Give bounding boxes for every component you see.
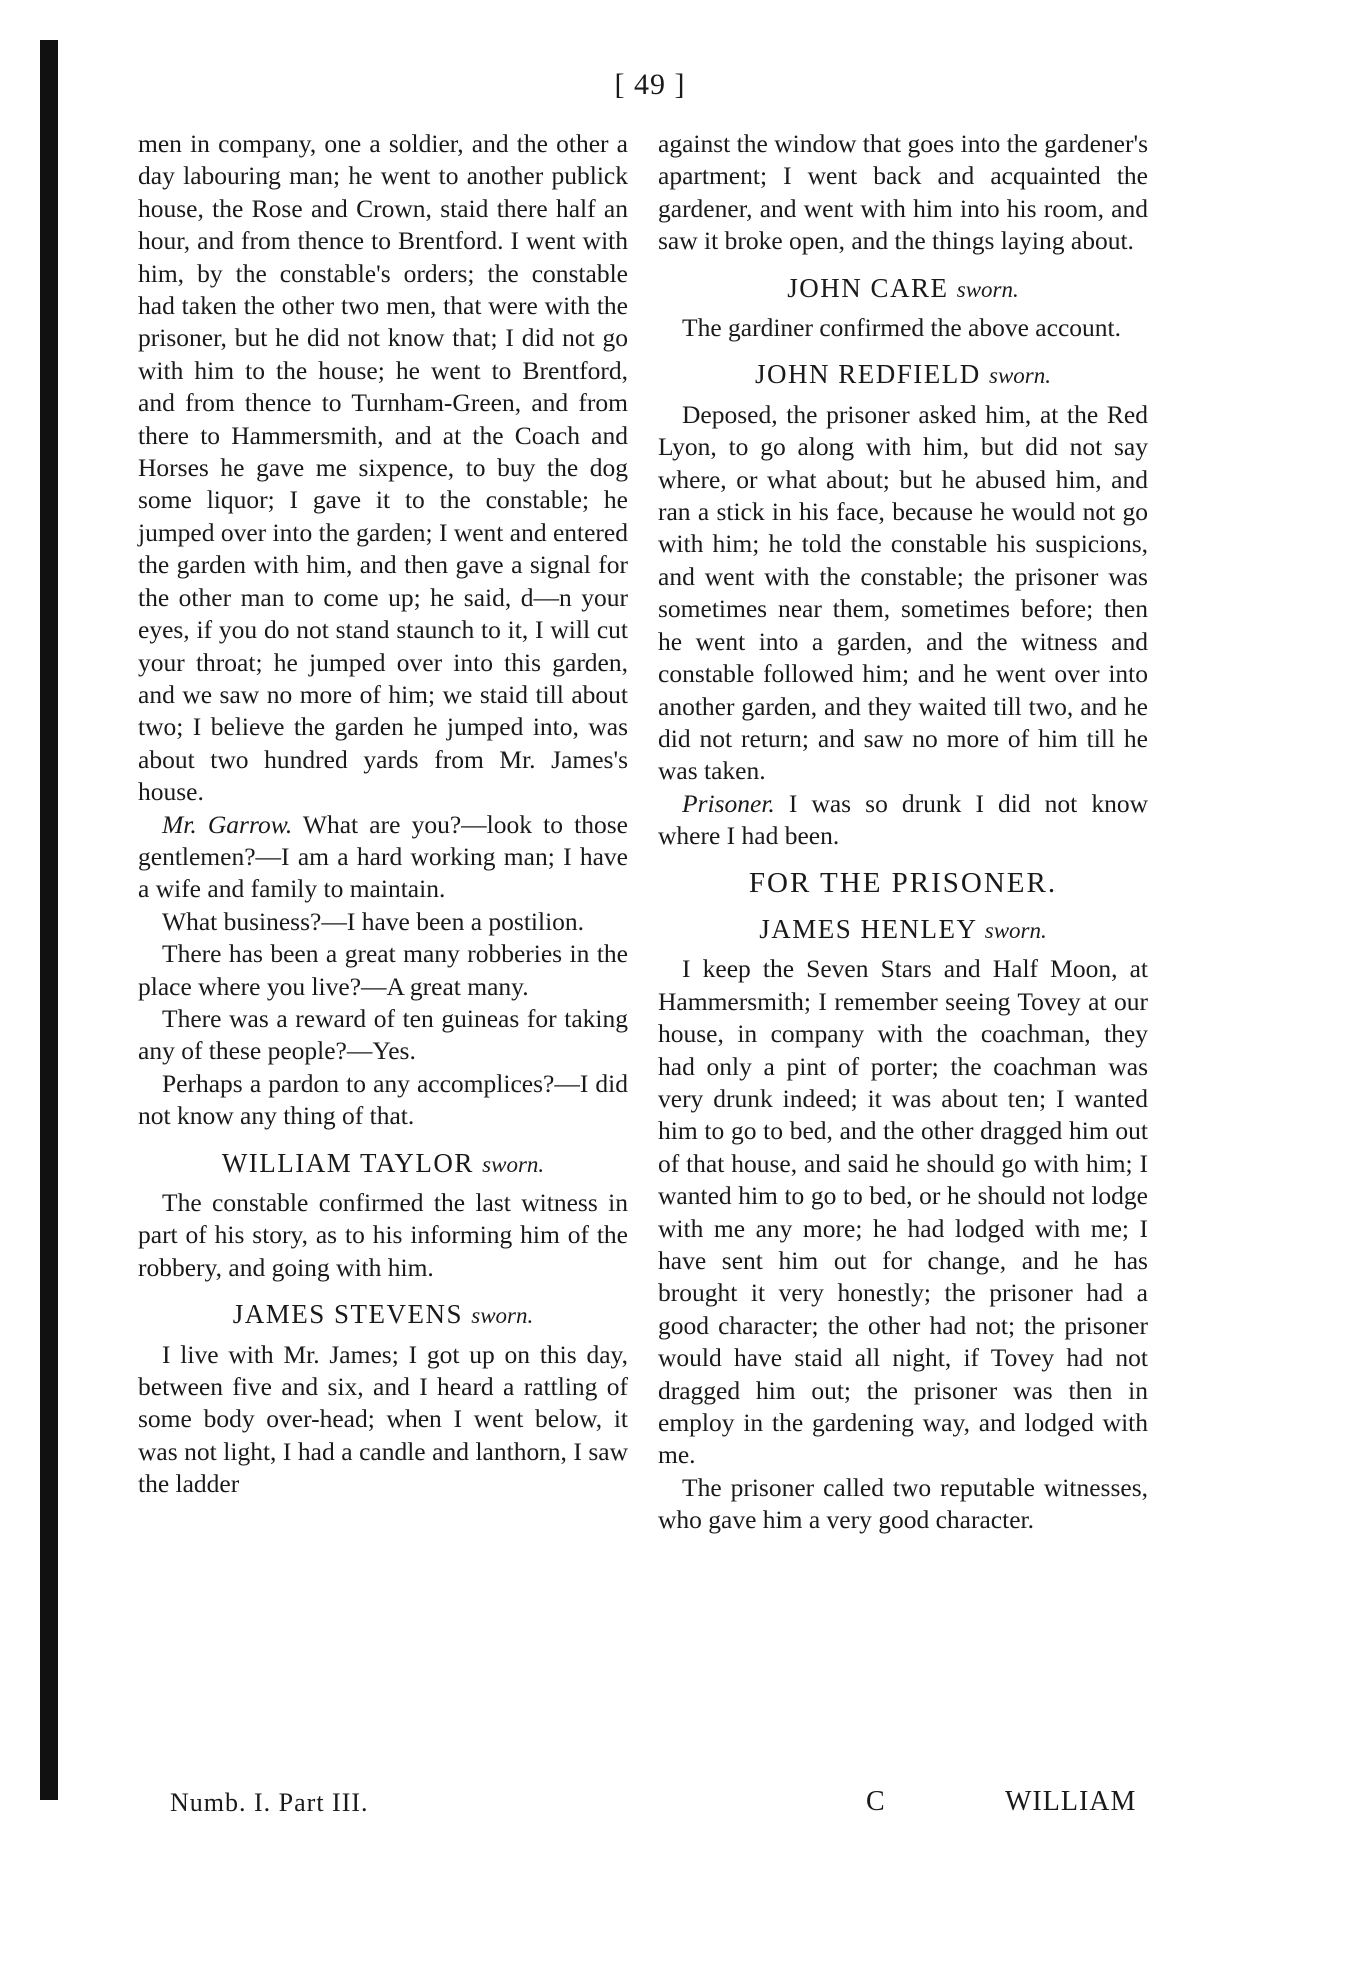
paragraph-text: I was so drunk I did not know where I had been.: [658, 788, 1148, 851]
speaker-label: Prisoner.: [682, 788, 775, 818]
page-number: [ 49 ]: [614, 68, 686, 101]
witness-heading: [138, 1298, 628, 1332]
paragraph: Deposed, the prisoner asked him, at the Red Lyon, to go along with him, but did not say where, or what about; but he abused him, and ran a stick in his face, because he would not go with him; he told the constable his suspicions, and went with the constable; the prisoner was sometimes near them, sometimes before; then he went into a garden, and the witness and constable followed him; and he went over into another garden, and they waited till two, and he did not return; and saw no more of him till he was taken.: [658, 399, 1148, 786]
witness-name: JOHN REDFIELD: [755, 359, 981, 390]
paragraph: men in company, one a soldier, and the other a day labouring man; he went to another publick house, the Rose and Crown, staid there half an hour, and from thence to Brentford. I went with him, by the constable's orders; the constable had taken the other two men, that were with the prisoner, but he did not know that; I did not go with him to the house; he went to Brentford, and from thence to Turnham-Green, and from there to Hammersmith, and at the Coach and Horses he gave me sixpence, to buy the dog some liquor; I gave it to the constable; he jumped over into the garden; I went and entered the garden with him, and then gave a signal for the other man to come up; he said, d—n your eyes, if you do not stand staunch to it, I will cut your throat; he jumped over into this garden, and we saw no more of him; we staid till about two; I believe the garden he jumped into, was about two hundred yards from Mr. James's house.: [138, 129, 628, 807]
witness-name: JAMES HENLEY: [759, 913, 977, 944]
witness-heading: [658, 913, 1148, 947]
paragraph: I keep the Seven Stars and Half Moon, at Hammersmith; I remember seeing Tovey at our house, in company with the coachman, they had only a pint of porter; the coachman was very drunk indeed; it was about ten; I wanted him to go to bed, and the other dragged him out of that house, and said he should go with him; I wanted him to go to bed, or he should not lodge with me any more; he had lodged with me; I have sent him out for change, and he has brought it very honestly; the prisoner had a good character; the other had not; the prisoner would have staid all night, if Tovey had not dragged him out; the prisoner was then in employ in the gardening way, and lodged with me.: [658, 954, 1148, 1470]
binding-edge: [40, 40, 58, 1800]
sworn-label: sworn.: [984, 917, 1047, 943]
paragraph: [658, 788, 1148, 853]
left-column: [138, 128, 628, 1501]
sworn-label: sworn.: [956, 276, 1019, 302]
witness-heading: [658, 272, 1148, 306]
paragraph: What business?—I have been a postilion.: [162, 906, 585, 936]
paragraph: Perhaps a pardon to any accomplices?—I did not know any thing of that.: [138, 1068, 628, 1131]
paragraph: There has been a great many robberies in the place where you live?—A great many.: [138, 939, 628, 1001]
paragraph-text: What are you?—look to those gentlemen?—I am a hard working man; I have a wife and family to maintain.: [138, 809, 629, 904]
number-part-label: Numb. I. Part III.: [170, 1788, 369, 1817]
paragraph: [138, 809, 628, 906]
witness-name: JAMES STEVENS: [232, 1299, 464, 1330]
sworn-label: sworn.: [482, 1151, 545, 1177]
catchword: WILLIAM: [1005, 1786, 1137, 1817]
right-column: [658, 128, 1148, 1537]
witness-heading: [138, 1147, 628, 1181]
paragraph: against the window that goes into the gardener's apartment; I went back and acquainted the gardener, and went with him into his room, and saw it broke open, and the things laying about.: [658, 129, 1148, 256]
witness-name: WILLIAM TAYLOR: [221, 1147, 474, 1178]
paragraph: I live with Mr. James; I got up on this day, between five and six, and I heard a rattling of some body over-head; when I went below, it was not light, I had a candle and lanthorn, I saw the ladder: [138, 1339, 628, 1499]
paragraph: The constable confirmed the last witness in part of his story, as to his informing him of the robbery, and going with him.: [138, 1188, 628, 1282]
speaker-label: Mr. Garrow.: [162, 809, 293, 839]
section-heading: FOR THE PRISONER.: [748, 866, 1058, 899]
paragraph: The prisoner called two reputable witnesses, who gave him a very good character.: [658, 1472, 1148, 1535]
witness-heading: [658, 358, 1148, 392]
paragraph: There was a reward of ten guineas for taking any of these people?—Yes.: [138, 1003, 628, 1066]
signature-mark: C: [866, 1786, 885, 1817]
sworn-label: sworn.: [989, 363, 1051, 389]
sworn-label: sworn.: [471, 1303, 534, 1329]
paragraph: The gardiner confirmed the above account.: [682, 313, 1121, 343]
witness-name: JOHN CARE: [787, 272, 949, 303]
